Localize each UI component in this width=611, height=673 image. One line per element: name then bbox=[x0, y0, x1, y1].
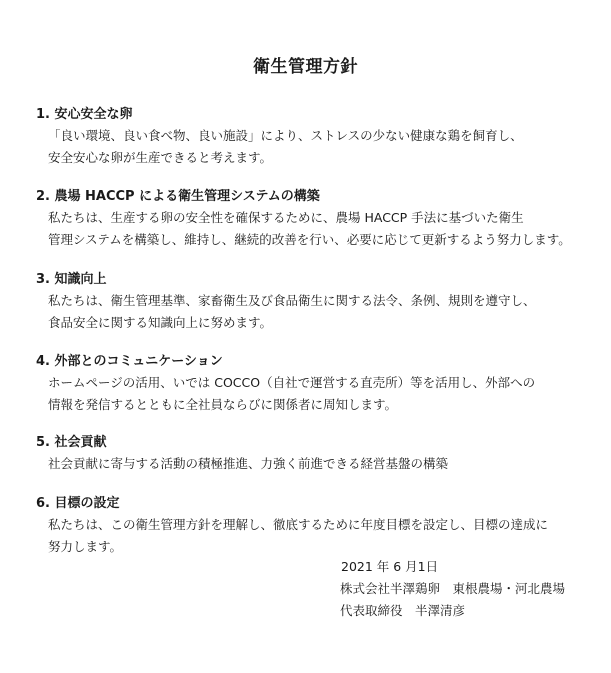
section-body bbox=[36, 453, 601, 475]
body-line: 情報を発信するとともに全社員ならびに関係者に周知します。 bbox=[48, 397, 398, 412]
body-line: 管理システムを構築し、維持し、継続的改善を行い、必要に応じて更新するよう努力します。 bbox=[48, 232, 571, 247]
section-heading: 1. 安心安全な卵 bbox=[36, 107, 133, 122]
section-body bbox=[36, 125, 601, 169]
section-heading: 2. 農場 HACCP による衛生管理システムの構築 bbox=[36, 189, 320, 204]
section-body bbox=[36, 207, 601, 251]
signature-representative: 代表取締役 半澤清彦 bbox=[340, 603, 466, 618]
section-heading: 5. 社会貢献 bbox=[36, 435, 107, 450]
body-line: 社会貢献に寄与する活動の積極推進、力強く前進できる経営基盤の構築 bbox=[48, 456, 449, 471]
section-heading: 4. 外部とのコミュニケーション bbox=[36, 354, 223, 369]
body-line: 私たちは、この衛生管理方針を理解し、徹底するために年度目標を設定し、目標の達成に bbox=[48, 517, 549, 532]
section-body bbox=[36, 290, 601, 334]
signature-company: 株式会社半澤鶏卵 東根農場・河北農場 bbox=[340, 581, 566, 596]
section-body bbox=[36, 372, 601, 416]
page-title: 衛生管理方針 bbox=[253, 57, 358, 77]
body-line: 私たちは、衛生管理基準、家畜衛生及び食品衛生に関する法令、条例、規則を遵守し、 bbox=[48, 293, 536, 308]
section-haccp bbox=[36, 187, 601, 251]
section-heading: 6. 目標の設定 bbox=[36, 496, 120, 511]
section-goals bbox=[36, 494, 601, 558]
body-line: 努力します。 bbox=[48, 539, 123, 554]
body-line: ホームページの活用、いでは COCCO（自社で運営する直売所）等を活用し、外部への bbox=[48, 375, 536, 390]
body-line: 私たちは、生産する卵の安全性を確保するために、農場 HACCP 手法に基づいた衛生 bbox=[48, 210, 524, 225]
body-line: 「良い環境、良い食べ物、良い施設」により、ストレスの少ない健康な鶏を飼育し、 bbox=[48, 128, 523, 143]
section-communication bbox=[36, 352, 601, 416]
body-line: 食品安全に関する知識向上に努めます。 bbox=[48, 315, 273, 330]
signature-block bbox=[340, 556, 565, 622]
section-body bbox=[36, 514, 601, 558]
section-safe-eggs bbox=[36, 105, 601, 169]
section-heading: 3. 知識向上 bbox=[36, 272, 107, 287]
section-knowledge bbox=[36, 270, 601, 334]
body-line: 安全安心な卵が生産できると考えます。 bbox=[48, 150, 273, 165]
signature-date: 2021 年 6 月1日 bbox=[341, 559, 439, 574]
section-social-contribution bbox=[36, 433, 601, 475]
